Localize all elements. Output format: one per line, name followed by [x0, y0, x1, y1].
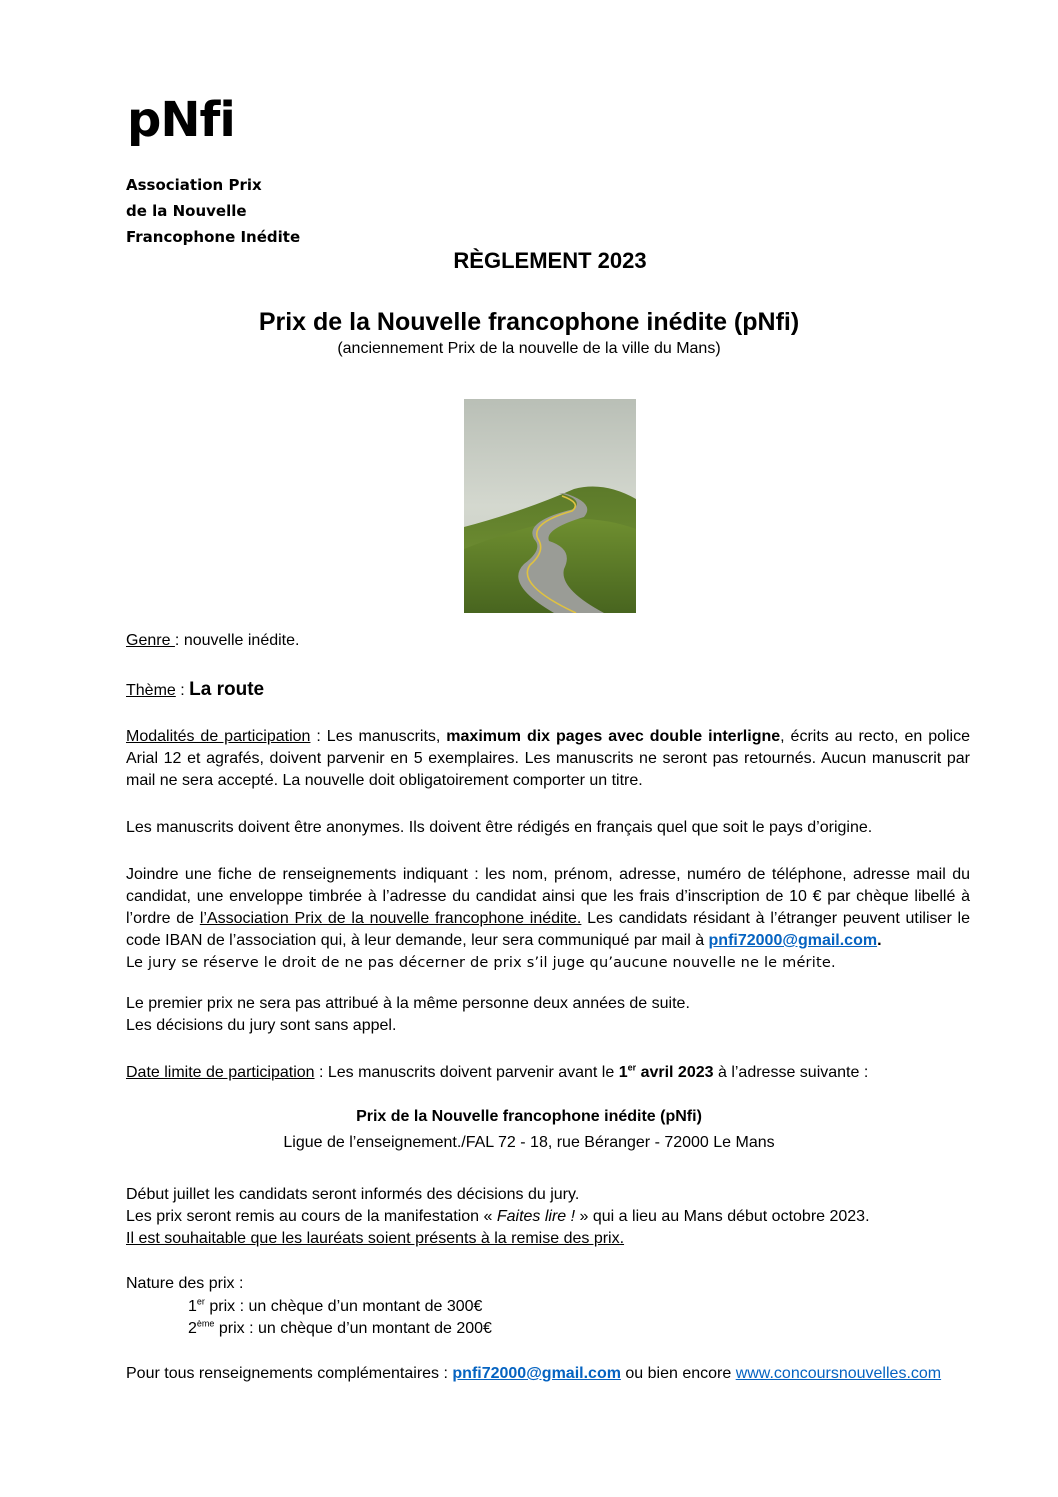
rule-line: Les décisions du jury sont sans appel.	[126, 1017, 397, 1034]
association-line: Association Prix	[126, 176, 262, 194]
association-underlined: l’Association Prix de la nouvelle francophone inédite.	[199, 910, 582, 927]
deadline-text: à l’adresse suivante :	[713, 1064, 869, 1081]
footer-email-link[interactable]: pnfi72000@gmail.com	[452, 1365, 621, 1382]
email-link[interactable]: pnfi72000@gmail.com	[708, 932, 878, 949]
info-line	[126, 1206, 970, 1228]
footer-text: ou bien encore	[620, 1365, 736, 1382]
modalites-text: , écrits au recto, en police Arial 12 et agrafés, doivent parvenir en 5 exemplaires. Les manuscrits ne seront pas retournés. Aucun manuscrit par mail ne sera accepté. La nouvelle doit obligatoirement comporter un titre.	[126, 728, 970, 789]
road-landscape-illustration	[464, 399, 636, 613]
joindre-text: Joindre une fiche de renseignements indiquant : les nom, prénom, adresse, numéro de téléphone, adresse mail du candidat, une enveloppe timbrée à l’adresse du candidat ainsi que les frais d’inscription de 10 € par chèque libellé à l’ordre de	[126, 866, 970, 927]
pnfi-logo: pNfi	[127, 92, 235, 148]
modalites-paragraph	[126, 726, 970, 792]
theme-value: La route	[189, 679, 265, 700]
info-line: Il est souhaitable que les lauréats soient présents à la remise des prix.	[126, 1230, 625, 1247]
info-text: » qui a lieu au Mans début octobre 2023.	[575, 1208, 870, 1225]
joindre-text: Les candidats résidant à l’étranger peuvent utiliser le code IBAN de l’association qui, à leur demande, leur sera communiqué par mail à	[126, 910, 970, 949]
event-name: Faites lire !	[496, 1208, 576, 1225]
jury-reserve-line: Le jury se réserve le droit de ne pas décerner de prix s’il juge qu’aucune nouvelle ne le mérite.	[126, 955, 836, 971]
prize-sup: er	[196, 1296, 205, 1307]
modalites-text: : Les manuscrits,	[310, 728, 447, 745]
website-link[interactable]: www.concoursnouvelles.com	[735, 1365, 942, 1382]
deadline-line	[126, 1062, 970, 1084]
theme-label: Thème	[126, 682, 176, 699]
info-text: Les prix seront remis au cours de la manifestation «	[126, 1208, 497, 1225]
joindre-text: .	[877, 932, 882, 949]
theme-sep: :	[175, 682, 190, 699]
info-paragraph	[126, 1184, 970, 1250]
prize-text: prix : un chèque d’un montant de 300€	[204, 1298, 483, 1315]
rules-paragraph	[126, 993, 970, 1037]
reglement-heading: RÈGLEMENT 2023	[453, 248, 647, 273]
footer-line	[126, 1363, 970, 1385]
footer-text: Pour tous renseignements complémentaires :	[126, 1365, 453, 1382]
rule-line: Le premier prix ne sera pas attribué à la même personne deux années de suite.	[126, 995, 690, 1012]
joindre-paragraph	[126, 864, 970, 974]
page-title: Prix de la Nouvelle francophone inédite (pNfi)	[258, 308, 800, 336]
address-name: Prix de la Nouvelle francophone inédite (pNfi)	[356, 1108, 702, 1125]
deadline-day: 1	[618, 1064, 628, 1081]
prize-1	[188, 1296, 482, 1318]
genre-line	[126, 630, 970, 652]
association-line: de la Nouvelle	[126, 202, 247, 220]
genre-text: : nouvelle inédite.	[174, 632, 300, 649]
prize-2	[188, 1318, 492, 1340]
association-name	[126, 172, 300, 250]
info-line: Début juillet les candidats seront informés des décisions du jury.	[126, 1186, 580, 1203]
prize-rank: 1	[188, 1298, 197, 1315]
anonymes-paragraph: Les manuscrits doivent être anonymes. Ils doivent être rédigés en français quel que soit le pays d’origine.	[126, 819, 873, 836]
prizes-label: Nature des prix :	[126, 1275, 244, 1292]
deadline-sup: er	[627, 1062, 637, 1073]
association-line: Francophone Inédite	[126, 228, 301, 246]
page-subtitle: (anciennement Prix de la nouvelle de la ville du Mans)	[337, 340, 721, 357]
theme-line	[126, 679, 970, 702]
deadline-date: avril 2023	[636, 1064, 714, 1081]
genre-label: Genre	[126, 632, 175, 649]
prize-text: prix : un chèque d’un montant de 200€	[214, 1320, 492, 1337]
prize-sup: ème	[196, 1318, 215, 1329]
modalites-label: Modalités de participation	[126, 728, 311, 745]
road-landscape-photo	[464, 399, 636, 613]
prize-rank: 2	[188, 1320, 197, 1337]
deadline-text: : Les manuscrits doivent parvenir avant le	[314, 1064, 619, 1081]
modalites-bold: maximum dix pages avec double interligne	[446, 728, 781, 745]
deadline-label: Date limite de participation	[126, 1064, 315, 1081]
address-line: Ligue de l’enseignement./FAL 72 - 18, rue Béranger - 72000 Le Mans	[283, 1134, 775, 1151]
